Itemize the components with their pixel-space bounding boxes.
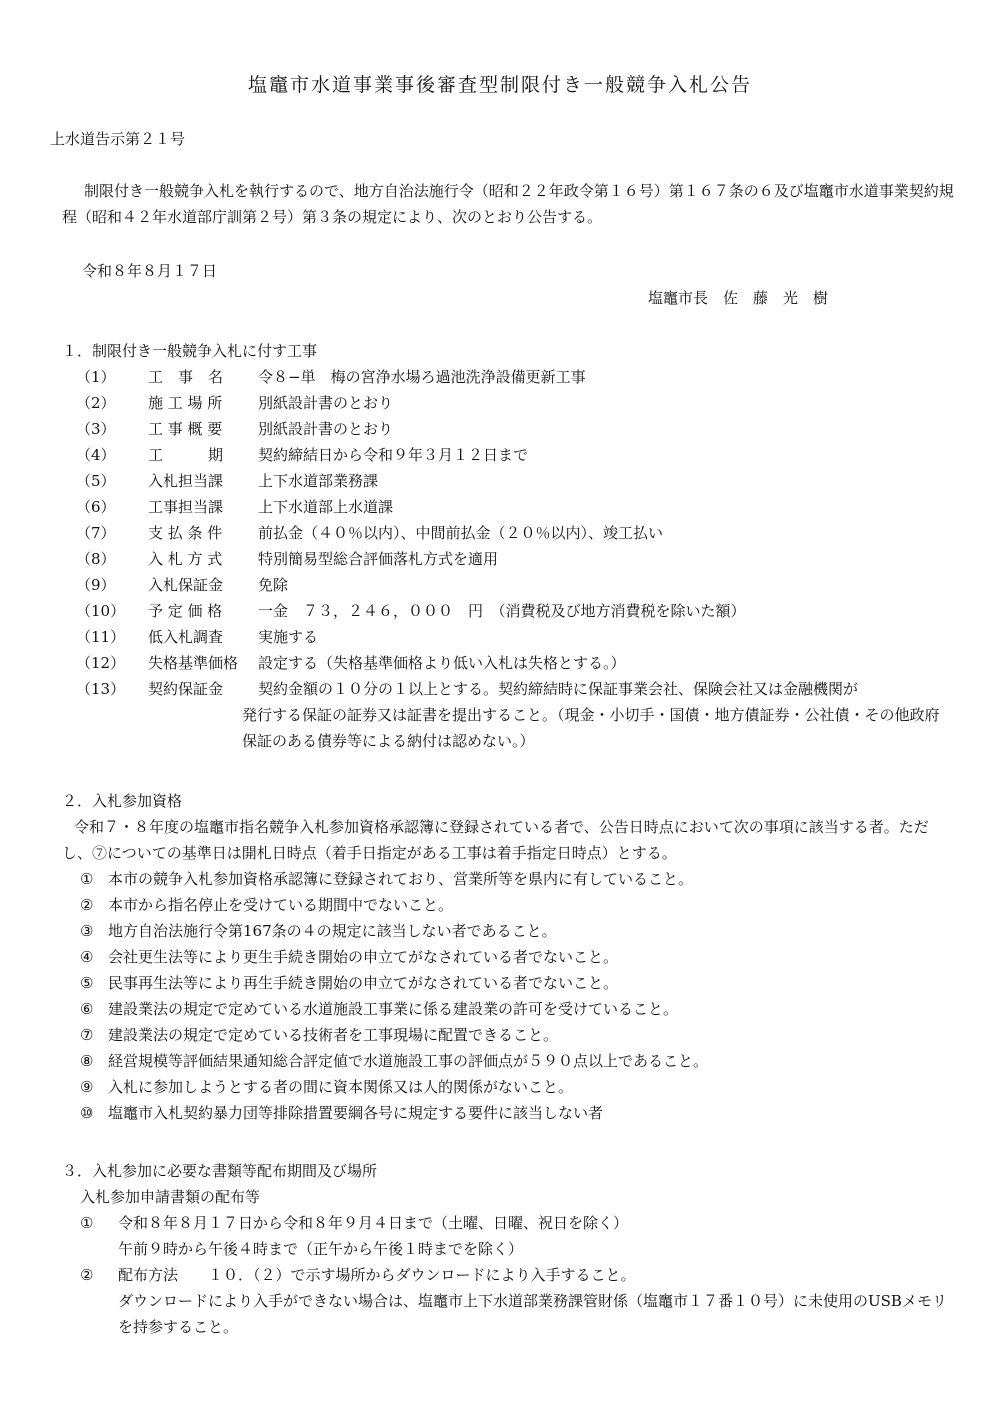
item-number: （9） — [76, 576, 116, 594]
item-label: 入札保証金 — [148, 576, 224, 594]
item-row — [62, 494, 954, 520]
item-label: 低入札調査 — [148, 628, 224, 646]
item-number: （11） — [76, 628, 126, 646]
item-label: 入札担当課 — [148, 472, 224, 490]
item-value: 令８−単 梅の宮浄水場ろ過池洗浄設備更新工事 — [258, 368, 586, 386]
condition-text: 会社更生法等により更生手続き開始の申立てがなされている者でないこと。 — [108, 948, 619, 966]
condition-text: 建設業法の規定で定めている水道施設工事業に係る建設業の許可を受けていること。 — [108, 1000, 679, 1018]
condition-text: 入札に参加しようとする者の間に資本関係又は人的関係がないこと。 — [108, 1078, 574, 1096]
item-row — [62, 520, 954, 546]
distribution-line: 令和８年８月１７日から令和８年９月４日まで（土曜、日曜、祝日を除く） — [118, 1214, 629, 1232]
section-document-distribution — [62, 1158, 954, 1340]
condition-item — [62, 996, 954, 1022]
item-value: 上下水道部業務課 — [258, 472, 379, 490]
condition-mark: ⑥ — [80, 1000, 94, 1018]
condition-mark: ② — [80, 896, 94, 914]
item-value: 前払金（４０％以内）、中間前払金（２０％以内）、竣工払い — [258, 524, 664, 542]
distribution-line: 配布方法 １０．（２）で示す場所からダウンロードにより入手すること。 — [118, 1266, 636, 1284]
distribution-mark: ② — [80, 1266, 94, 1284]
item-label: 失格基準価格 — [148, 654, 239, 672]
condition-mark: ③ — [80, 922, 94, 940]
condition-item — [62, 918, 954, 944]
item-row — [62, 572, 954, 598]
item-number: （5） — [76, 472, 116, 490]
condition-mark: ① — [80, 870, 94, 888]
condition-item — [62, 1100, 954, 1126]
item-row — [62, 442, 954, 468]
section-construction — [62, 338, 954, 754]
condition-text: 建設業法の規定で定めている技術者を工事現場に配置できること。 — [108, 1026, 559, 1044]
condition-text: 塩竈市入札契約暴力団等排除措置要綱各号に規定する要件に該当しない者 — [108, 1104, 604, 1122]
item-value: 免除 — [258, 576, 289, 594]
item-row — [62, 468, 954, 494]
section-heading: ２．入札参加資格 — [62, 792, 183, 810]
item-row — [62, 650, 954, 676]
item-value: 特別簡易型総合評価落札方式を適用 — [258, 550, 499, 568]
item-label: 工 事 名 — [148, 368, 224, 386]
item-value: 一金 ７３，２４６，０００ 円 （消費税及び地方消費税を除いた額） — [258, 602, 746, 620]
item-label: 工事担当課 — [148, 498, 224, 516]
item-number: （6） — [76, 498, 116, 516]
item-value: 設定する（失格基準価格より低い入札は失格とする。） — [258, 654, 626, 672]
notice-number: 上水道告示第２１号 — [50, 130, 186, 148]
item-value-continuation: 発行する保証の証券又は証書を提出すること。（現金・小切手・国債・地方債証券・公社債・その他政府保証のある債券等による納付は認めない。） — [242, 706, 940, 750]
item-label: 契約保証金 — [148, 680, 224, 698]
distribution-item — [62, 1210, 954, 1262]
condition-mark: ⑩ — [80, 1104, 94, 1122]
condition-text: 経営規模等評価結果通知総合評定値で水道施設工事の評価点が５９０点以上であること。 — [108, 1052, 709, 1070]
condition-mark: ⑤ — [80, 974, 94, 992]
item-label: 入 札 方 式 — [148, 550, 223, 568]
condition-mark: ⑦ — [80, 1026, 94, 1044]
item-value: 上下水道部上水道課 — [258, 498, 394, 516]
distribution-mark: ① — [80, 1214, 94, 1232]
item-row — [62, 546, 954, 572]
condition-mark: ④ — [80, 948, 94, 966]
item-label: 工 期 — [148, 446, 224, 464]
item-number: （1） — [76, 368, 116, 386]
item-number: （4） — [76, 446, 116, 464]
notice-date: 令和８年８月１７日 — [82, 262, 218, 280]
item-row — [62, 390, 954, 416]
item-row — [62, 676, 954, 702]
distribution-item — [62, 1262, 954, 1340]
item-label: 施 工 場 所 — [148, 394, 223, 412]
preamble-paragraph: 制限付き一般競争入札を執行するので、地方自治法施行令（昭和２２年政令第１６号）第１６７条の６及び塩竈市水道事業契約規程（昭和４２年水道部庁訓第２号）第３条の規定により、次のとおり公告する。 — [62, 182, 954, 226]
item-value: 契約締結日から令和９年３月１２日まで — [258, 446, 529, 464]
item-number: （13） — [76, 680, 126, 698]
condition-item — [62, 1022, 954, 1048]
item-row — [62, 364, 954, 390]
condition-text: 地方自治法施行令第167条の４の規定に該当しない者であること。 — [108, 922, 557, 940]
distribution-subheading: 入札参加申請書類の配布等 — [80, 1188, 261, 1206]
condition-item — [62, 1074, 954, 1100]
item-number: （12） — [76, 654, 126, 672]
condition-item — [62, 892, 954, 918]
item-label: 支 払 条 件 — [148, 524, 223, 542]
condition-item — [62, 944, 954, 970]
item-number: （8） — [76, 550, 116, 568]
item-label: 予 定 価 格 — [148, 602, 223, 620]
condition-item — [62, 1048, 954, 1074]
section-eligibility — [62, 788, 954, 1126]
condition-item — [62, 970, 954, 996]
item-number: （2） — [76, 394, 116, 412]
section-heading: ３．入札参加に必要な書類等配布期間及び場所 — [62, 1162, 378, 1180]
item-row — [62, 624, 954, 650]
item-number: （10） — [76, 602, 126, 620]
item-value: 契約金額の１０分の１以上とする。契約締結時に保証事業会社、保険会社又は金融機関が — [258, 680, 859, 698]
eligibility-intro: 令和７・８年度の塩竈市指名競争入札参加資格承認簿に登録されている者で、公告日時点において次の事項に該当する者。ただし、⑦についての基準日は開札日時点（着手日指定がある工事は着手指定日時点）とする。 — [62, 818, 929, 862]
item-number: （3） — [76, 420, 116, 438]
distribution-line: 午前９時から午後４時まで（正午から午後１時までを除く） — [118, 1240, 524, 1258]
item-row — [62, 598, 954, 624]
section-heading: １．制限付き一般競争入札に付す工事 — [62, 342, 318, 360]
item-value: 実施する — [258, 628, 319, 646]
signer: 塩竈市長 佐 藤 光 樹 — [648, 289, 829, 307]
condition-text: 本市の競争入札参加資格承認簿に登録されており、営業所等を県内に有していること。 — [108, 870, 694, 888]
item-label: 工 事 概 要 — [148, 420, 223, 438]
page-title: 塩竈市水道事業事後審査型制限付き一般競争入札公告 — [247, 74, 752, 96]
item-number: （7） — [76, 524, 116, 542]
distribution-line: ダウンロードにより入手ができない場合は、塩竈市上下水道部業務課管財係（塩竈市１７番１０号）に未使用のUSBメモリを持参すること。 — [118, 1292, 947, 1336]
item-value: 別紙設計書のとおり — [258, 420, 394, 438]
condition-mark: ⑧ — [80, 1052, 94, 1070]
item-value: 別紙設計書のとおり — [258, 394, 394, 412]
condition-text: 本市から指名停止を受けている期間中でないこと。 — [108, 896, 454, 914]
condition-mark: ⑨ — [80, 1078, 94, 1096]
item-row — [62, 416, 954, 442]
condition-text: 民事再生法等により再生手続き開始の申立てがなされている者でないこと。 — [108, 974, 619, 992]
condition-item — [62, 866, 954, 892]
